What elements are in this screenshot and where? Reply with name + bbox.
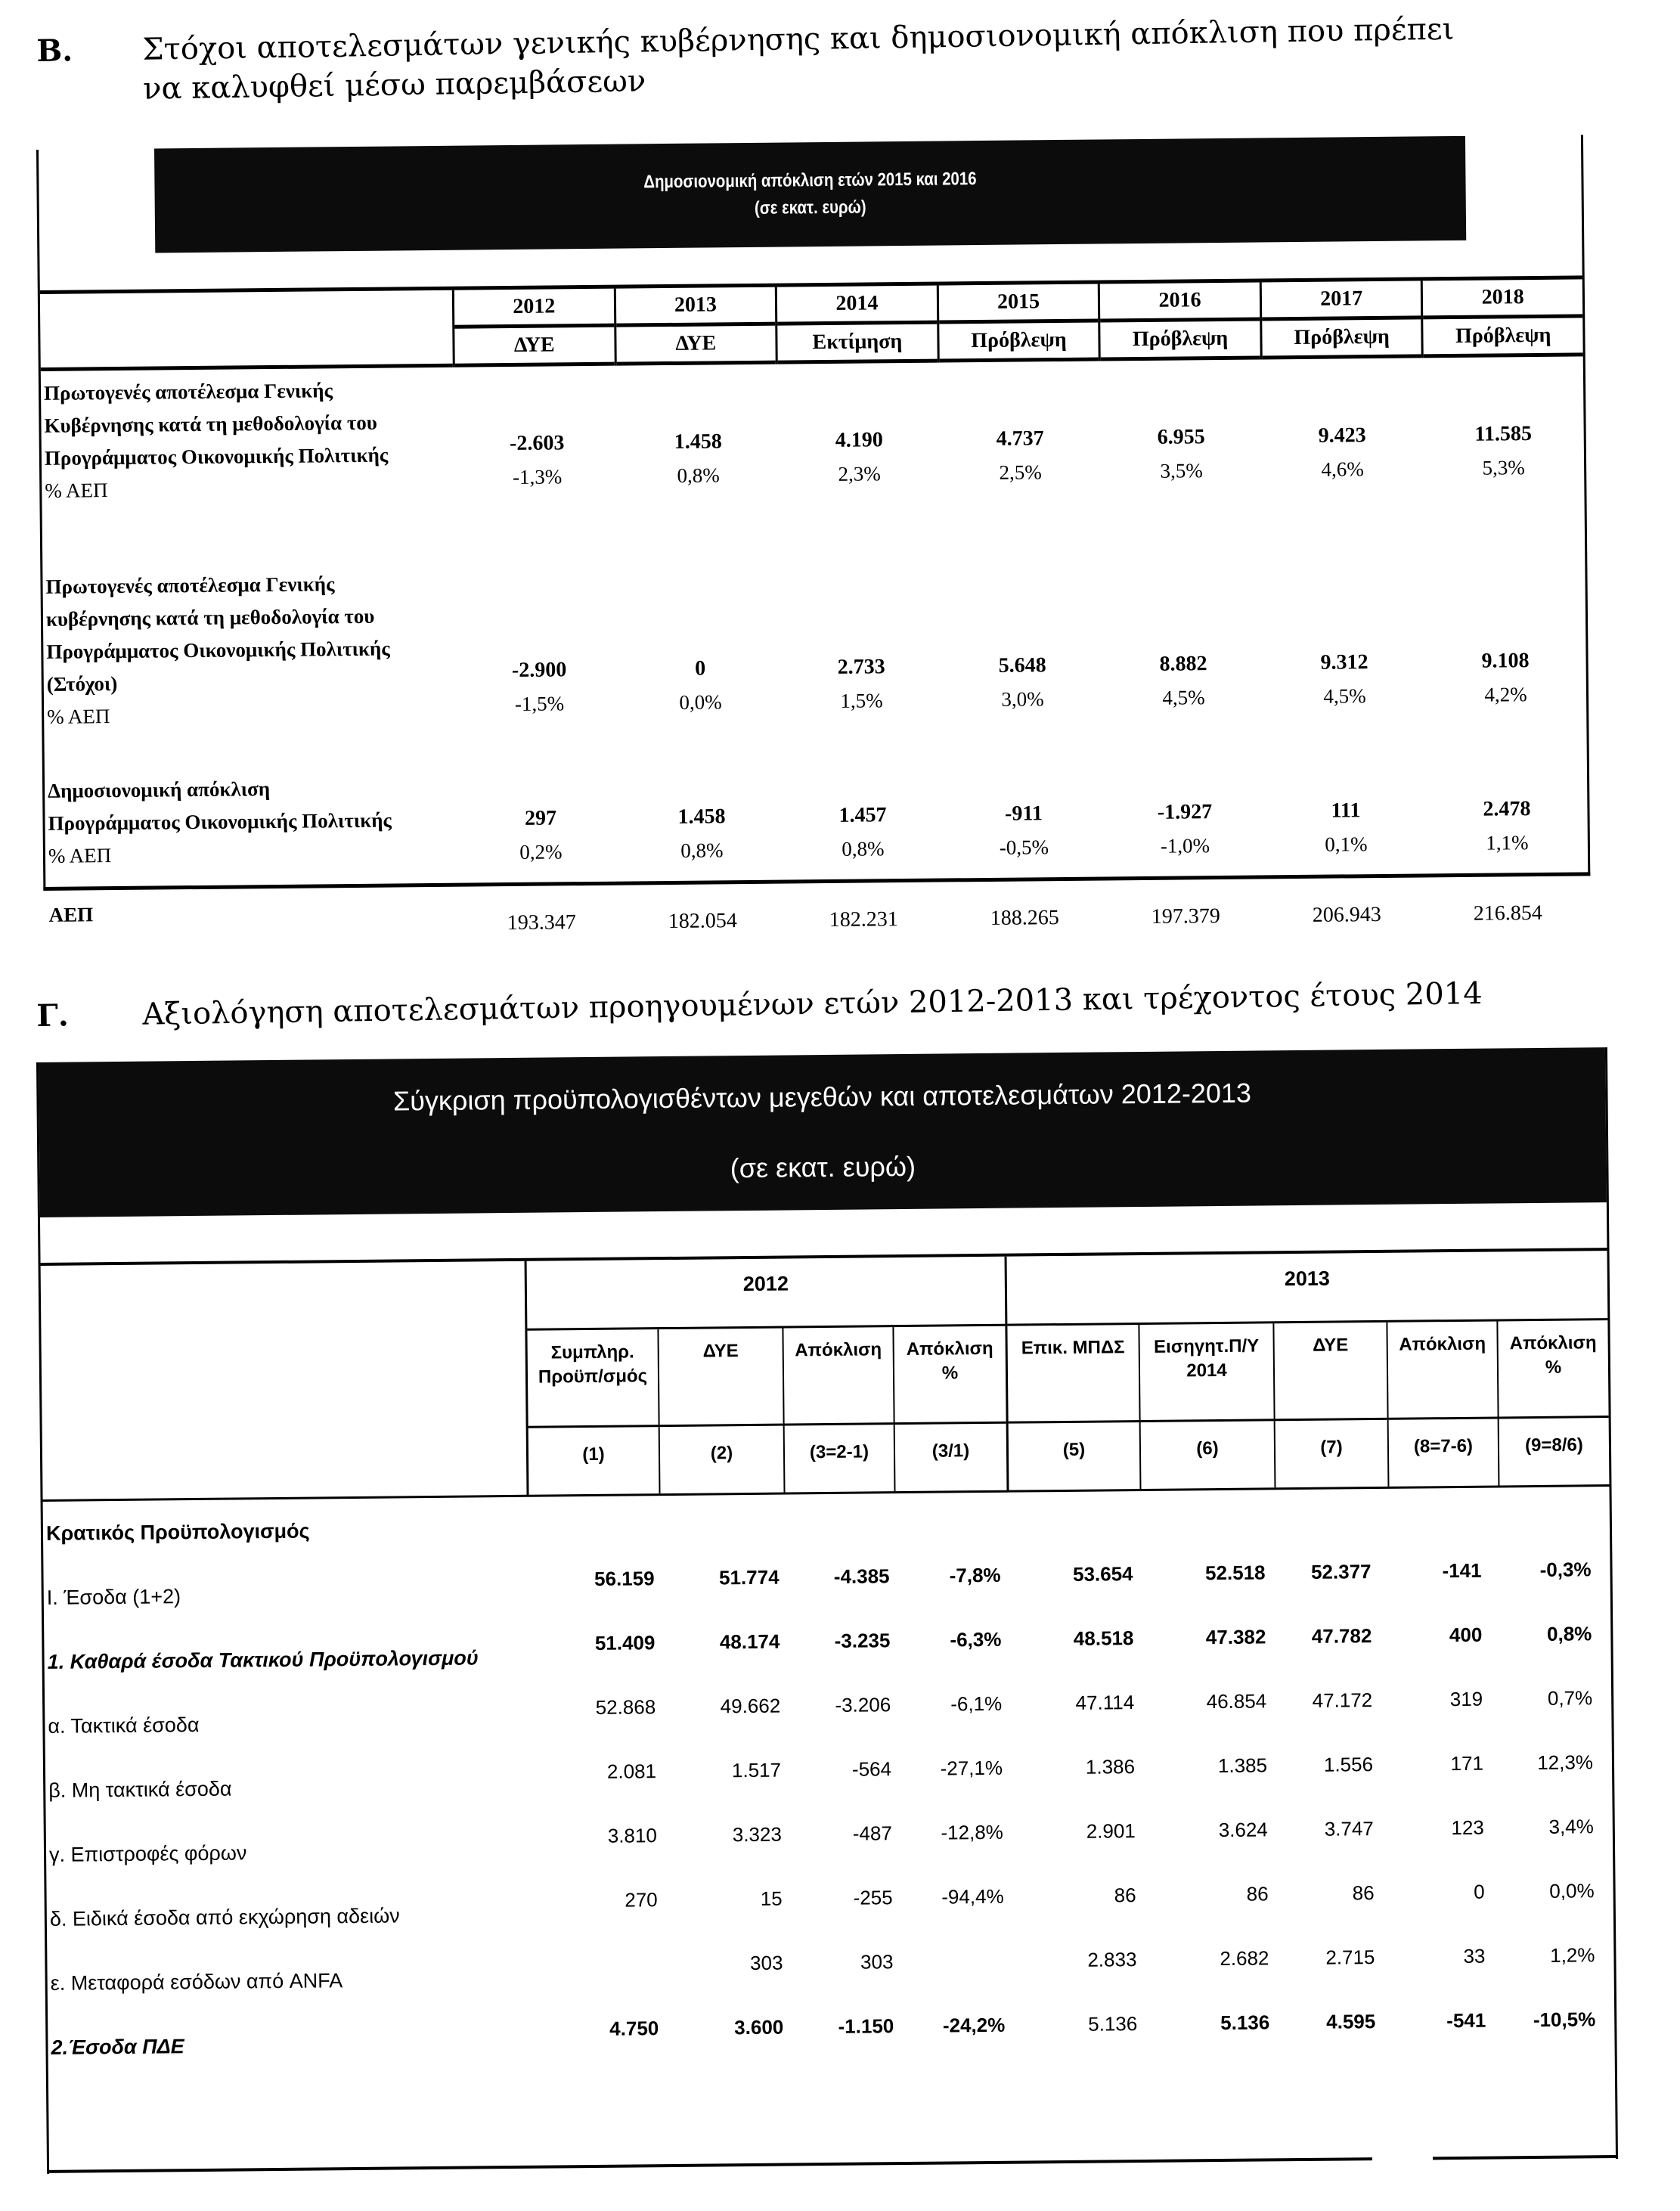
- year-label: 2013: [615, 287, 775, 327]
- row-label: 2.Έσοδα ΠΔΕ: [51, 2035, 184, 2059]
- value-cell: [939, 367, 1102, 490]
- cell: 86: [1352, 1881, 1375, 1905]
- row-pct-label: % ΑΕΠ: [45, 479, 108, 502]
- cell: 1.517: [731, 1758, 782, 1782]
- row-values: [457, 556, 1586, 742]
- pct-value: 2,3%: [838, 462, 881, 485]
- formula-row: [1009, 1418, 1610, 1493]
- year-label: 2012: [454, 289, 614, 329]
- pct-value: 2,5%: [999, 460, 1042, 484]
- row-values: [460, 760, 1588, 884]
- pct-value: 4,5%: [1323, 684, 1366, 708]
- pct-value: 1,1%: [1486, 831, 1529, 854]
- formula-cell: (2): [660, 1426, 786, 1494]
- pct-value: -0,5%: [999, 836, 1049, 859]
- table-header: [40, 279, 1583, 371]
- value-cell: [780, 563, 942, 718]
- table-row-group: [41, 356, 1585, 529]
- value: 4.190: [835, 428, 883, 452]
- value-cell: [1265, 761, 1427, 861]
- column-header: [452, 289, 615, 367]
- column-header: [1421, 279, 1583, 358]
- row-label-line: (Στόχοι): [46, 672, 118, 696]
- cell: [901, 1974, 1012, 1975]
- value-cell: [1261, 364, 1424, 486]
- row-label-line: Προγράμματος Οικονομικής Πολιτικής: [46, 637, 390, 663]
- pct-value: 0,0%: [679, 690, 722, 714]
- header-blank-cell: [40, 290, 453, 371]
- row-label: ΑΕΠ: [48, 903, 94, 926]
- value: 182.054: [668, 909, 737, 934]
- value-cell: [944, 888, 1105, 935]
- value-cell: [778, 369, 941, 492]
- value: 188.265: [990, 906, 1059, 930]
- type-label: Εκτίμηση: [777, 324, 937, 364]
- cell: 15: [760, 1887, 783, 1910]
- section-b-title-line2: να καλυφθεί μέσω παρεμβάσεων: [142, 64, 646, 107]
- pct-value: 4,2%: [1484, 683, 1527, 706]
- value: -2.900: [511, 658, 567, 682]
- value: 182.231: [829, 907, 898, 932]
- cell: 123: [1451, 1816, 1484, 1840]
- table-banner: [154, 136, 1466, 253]
- cell: -1.150: [838, 2014, 894, 2038]
- row-label: β. Μη τακτικά έσοδα: [48, 1777, 232, 1802]
- subheader-row: [527, 1326, 1006, 1428]
- pct-value: 4,5%: [1162, 686, 1205, 709]
- table-header: [41, 1251, 1610, 1502]
- subheader-cell: Απόκλιση %: [906, 1338, 993, 1384]
- formula-cell: (3=2-1): [785, 1425, 896, 1492]
- cell: -3.235: [834, 1629, 891, 1652]
- year-label: 2014: [777, 286, 937, 326]
- value: 6.955: [1157, 425, 1205, 449]
- pct-value: 0,8%: [842, 837, 885, 861]
- formula-row: [528, 1424, 1007, 1497]
- value-cell: [460, 894, 622, 941]
- cell: -141: [1442, 1558, 1482, 1583]
- year-label: 2016: [1100, 282, 1260, 322]
- cell: -255: [853, 1886, 893, 1909]
- pct-value: 0,8%: [680, 839, 724, 862]
- value: 2.478: [1483, 797, 1531, 821]
- banner-title: Δημοσιονομική απόκλιση ετών 2015 και 2016: [643, 169, 977, 193]
- section-b-heading: [36, 10, 1455, 110]
- banner-subtitle: (σε εκατ. ευρώ): [730, 1150, 916, 1183]
- value-cell: [1424, 556, 1586, 712]
- row-label-line: Προγράμματος Οικονομικής Πολιτικής: [48, 808, 392, 835]
- cell: -487: [852, 1822, 892, 1845]
- table-bottom-border: [49, 2157, 1372, 2173]
- row-values: [456, 362, 1585, 524]
- table-body: [43, 1487, 1615, 2061]
- cell: [535, 1977, 666, 1979]
- value: 9.423: [1318, 423, 1366, 448]
- fiscal-gap-table: [36, 135, 1590, 935]
- cell: 4.750: [609, 2017, 659, 2040]
- value-cell: [618, 564, 781, 720]
- value: 9.312: [1320, 650, 1368, 674]
- value-cell: [782, 767, 944, 867]
- formula-cell: (6): [1141, 1421, 1276, 1489]
- row-label: [45, 771, 460, 888]
- column-header: [775, 286, 938, 364]
- value: 9.108: [1481, 649, 1530, 673]
- subheader-cell: Συμπληρ. Προϋπ/σμός: [527, 1329, 659, 1426]
- value-cell: [460, 770, 621, 870]
- subheader-row: [1007, 1320, 1608, 1424]
- column-header: [1260, 281, 1422, 359]
- cell: 5.136: [1220, 2011, 1270, 2035]
- row-label: [41, 374, 457, 529]
- table-body: [41, 356, 1589, 944]
- formula-cell: (3/1): [931, 1440, 970, 1462]
- section-b-letter: Β.: [36, 33, 73, 69]
- cell: 171: [1450, 1751, 1484, 1775]
- value: 197.379: [1151, 904, 1220, 929]
- cell: 52.377: [1310, 1560, 1372, 1583]
- cell: 2.833: [1087, 1948, 1137, 1971]
- cell: 0,7%: [1547, 1686, 1593, 1710]
- subheader-cell: ΔΥΕ: [1274, 1323, 1388, 1419]
- value-cell: [1100, 365, 1263, 488]
- row-label: Κρατικός Προϋπολογισμός: [45, 1519, 310, 1545]
- year-label: 2017: [1262, 281, 1421, 321]
- type-label: ΔΥΕ: [616, 326, 776, 366]
- pct-value: 1,5%: [840, 689, 883, 712]
- cell: -12,8%: [941, 1820, 1003, 1844]
- cell: 3.747: [1324, 1817, 1374, 1840]
- cell: 2.682: [1220, 1946, 1269, 1971]
- row-label-line: Πρωτογενές αποτέλεσμα Γενικής: [43, 379, 333, 405]
- value-cell: [1427, 884, 1589, 931]
- cell: 48.174: [719, 1630, 780, 1654]
- formula-cell: (1): [528, 1427, 661, 1495]
- value-cell: [1102, 559, 1264, 715]
- value-cell: [783, 891, 944, 938]
- cell: 47.114: [1075, 1691, 1135, 1714]
- cell: -541: [1446, 2008, 1486, 2033]
- cell: 1.386: [1085, 1755, 1136, 1778]
- cell: -6,1%: [950, 1692, 1003, 1716]
- value: -2.603: [509, 431, 565, 456]
- row-label: α. Τακτικά έσοδα: [48, 1713, 200, 1738]
- pct-value: 0,1%: [1325, 833, 1368, 856]
- cell: 12,3%: [1537, 1751, 1594, 1774]
- cell: 4.595: [1326, 2010, 1376, 2033]
- cell: 3.810: [607, 1824, 657, 1847]
- row-label-line: κυβέρνησης κατά τη μεθοδολογία του: [45, 604, 375, 631]
- cell: 270: [625, 1888, 658, 1912]
- cell: 319: [1449, 1687, 1483, 1711]
- pct-value: 0,8%: [677, 464, 720, 487]
- cell: -24,2%: [942, 2013, 1006, 2037]
- table-row-group: [45, 731, 1589, 888]
- value: -1.927: [1157, 800, 1213, 824]
- year-label: 2012: [527, 1257, 1006, 1331]
- pct-value: 0,2%: [519, 840, 563, 864]
- value: 206.943: [1312, 902, 1381, 927]
- value: 111: [1331, 799, 1361, 823]
- cell: 86: [1114, 1884, 1136, 1907]
- value-cell: [621, 892, 783, 939]
- value: 0: [694, 656, 706, 681]
- pct-value: 5,3%: [1482, 456, 1525, 479]
- banner-title: Σύγκριση προϋπολογισθέντων μεγεθών και αποτελεσμάτων 2012-2013: [392, 1077, 1252, 1117]
- section-g-heading: [36, 974, 1483, 1036]
- formula-cell: (5): [1009, 1422, 1142, 1490]
- cell: 46.854: [1206, 1689, 1267, 1713]
- cell: -0,3%: [1539, 1558, 1592, 1581]
- cell: 52.868: [595, 1695, 656, 1719]
- cell: 0: [1474, 1880, 1485, 1903]
- section-g-letter: Γ.: [36, 997, 70, 1034]
- budget-comparison-table: [36, 1047, 1618, 2174]
- cell: 33: [1463, 1944, 1486, 1968]
- cell: 49.662: [720, 1694, 781, 1718]
- cell: -3.206: [835, 1693, 891, 1716]
- value-cell: [621, 768, 783, 868]
- value-cell: [943, 764, 1105, 864]
- cell: 1.556: [1323, 1753, 1374, 1776]
- cell: 1.385: [1217, 1754, 1268, 1778]
- cell: -94,4%: [941, 1884, 1004, 1909]
- cell: 3.600: [734, 2015, 784, 2039]
- cell: -564: [851, 1757, 892, 1781]
- value: 11.585: [1474, 422, 1533, 446]
- pct-value: -1,3%: [512, 465, 563, 488]
- subheader-cell: ΔΥΕ: [659, 1329, 784, 1425]
- cell: 47.782: [1311, 1624, 1372, 1648]
- value-cell: [1263, 557, 1425, 713]
- cell: 51.409: [594, 1631, 656, 1654]
- value-cell: [1266, 885, 1427, 932]
- column-header: [613, 287, 776, 366]
- cell: -4.385: [833, 1564, 890, 1588]
- table-banner: [39, 1047, 1607, 1217]
- cell: 47.382: [1205, 1625, 1266, 1649]
- subheader-cell: Εισηγητ.Π/Υ 2014: [1139, 1323, 1275, 1420]
- value-cell: [1426, 760, 1588, 860]
- cell: 86: [1246, 1882, 1269, 1906]
- value-cell: [617, 371, 780, 493]
- type-label: ΔΥΕ: [454, 327, 614, 367]
- type-label: Πρόβλεψη: [939, 323, 1099, 363]
- value: 1.457: [838, 803, 887, 827]
- subheader-cell: Απόκλιση: [783, 1327, 894, 1423]
- cell: 303: [860, 1950, 894, 1974]
- row-pct-label: % ΑΕΠ: [47, 705, 110, 728]
- value-cell: [457, 566, 620, 721]
- cell: 2.081: [606, 1760, 657, 1783]
- type-label: Πρόβλεψη: [1424, 318, 1583, 358]
- cell: 2.901: [1086, 1819, 1136, 1843]
- row-label-line: Δημοσιονομική απόκλιση: [47, 777, 271, 802]
- row-label-line: Προγράμματος Οικονομικής Πολιτικής: [44, 443, 389, 470]
- value: 8.882: [1159, 652, 1207, 676]
- cell: 0,0%: [1549, 1879, 1595, 1902]
- banner-subtitle: (σε εκατ. ευρώ): [754, 197, 866, 219]
- cell: 1,2%: [1550, 1943, 1595, 1967]
- year-group-2012: [525, 1257, 1007, 1497]
- cell: -27,1%: [940, 1756, 1003, 1780]
- cell: 5.136: [1088, 2012, 1138, 2036]
- value: 2.733: [837, 655, 885, 679]
- row-label: δ. Ειδικά έσοδα από εκχώρηση αδειών: [49, 1904, 400, 1930]
- cell: 48.518: [1073, 1626, 1134, 1650]
- pct-value: 3,0%: [1001, 687, 1044, 711]
- value: 5.648: [998, 653, 1046, 678]
- row-label: ε. Μεταφορά εσόδων από ANFA: [50, 1969, 343, 1995]
- cell: 400: [1449, 1623, 1483, 1647]
- cell: 303: [749, 1951, 783, 1974]
- column-header: [1098, 282, 1260, 361]
- cell: -7,8%: [949, 1563, 1001, 1587]
- table-row-group: [42, 513, 1587, 746]
- row-label: γ. Επιστροφές φόρων: [48, 1841, 247, 1866]
- row-label: [42, 567, 459, 746]
- cell: 52.518: [1204, 1561, 1266, 1585]
- value-cell: [456, 372, 618, 495]
- table-bottom-border: [1433, 2155, 1616, 2160]
- value: 1.458: [677, 805, 726, 829]
- cell: 51.774: [718, 1565, 780, 1589]
- row-pct-label: % ΑΕΠ: [48, 844, 112, 867]
- subheader-cell: Επικ. ΜΠΔΣ: [1007, 1325, 1140, 1422]
- cell: -6,3%: [950, 1627, 1002, 1651]
- row-values: [460, 884, 1589, 940]
- pct-value: 3,5%: [1160, 459, 1203, 482]
- value-cell: [1104, 763, 1266, 863]
- pct-value: -1,5%: [514, 692, 565, 715]
- formula-cell: (7): [1275, 1420, 1390, 1487]
- cell: 53.654: [1072, 1562, 1133, 1586]
- cell: 3.624: [1218, 1818, 1268, 1842]
- type-label: Πρόβλεψη: [1262, 319, 1421, 359]
- value: 297: [524, 806, 557, 830]
- column-header: [937, 284, 1099, 363]
- value: 193.347: [507, 910, 576, 935]
- pct-value: 4,6%: [1321, 457, 1364, 481]
- cell: 3.323: [732, 1822, 782, 1847]
- cell: -10,5%: [1533, 2008, 1596, 2032]
- value: 216.854: [1473, 901, 1542, 926]
- value: 1.458: [674, 429, 722, 454]
- cell: 47.172: [1312, 1688, 1373, 1712]
- value-cell: [941, 560, 1103, 716]
- subheader-cell: Απόκλιση: [1387, 1321, 1499, 1417]
- year-group-2013: [1005, 1251, 1610, 1493]
- section-g-title: Αξιολόγηση αποτελεσμάτων προηγουμένων ετών 2012-2013 και τρέχοντος έτους 2014: [142, 975, 1483, 1032]
- section-b-title-line1: Στόχοι αποτελεσμάτων γενικής κυβέρνησης και δημοσιονομική απόκλιση που πρέπει: [142, 11, 1455, 67]
- row-label-line: Κυβέρνησης κατά τη μεθοδολογία του: [44, 411, 377, 437]
- year-label: 2018: [1423, 279, 1582, 319]
- formula-cell: (9=8/6): [1524, 1434, 1583, 1456]
- value: -911: [1004, 802, 1043, 826]
- row-label: Ι. Έσοδα (1+2): [46, 1585, 181, 1609]
- value-cell: [1105, 887, 1266, 934]
- cell: 56.159: [594, 1567, 655, 1590]
- type-label: Πρόβλεψη: [1101, 321, 1260, 361]
- value: 4.737: [996, 426, 1044, 451]
- year-label: 2015: [939, 284, 1099, 324]
- cell: 0,8%: [1546, 1622, 1592, 1645]
- formula-cell: (8=7-6): [1389, 1419, 1500, 1486]
- subheader-cell: Απόκλιση %: [1509, 1332, 1597, 1378]
- cell: 3,4%: [1548, 1815, 1594, 1838]
- row-label-line: Πρωτογενές αποτέλεσμα Γενικής: [45, 572, 335, 598]
- header-blank-cell: [41, 1261, 527, 1502]
- pct-value: -1,0%: [1160, 834, 1210, 857]
- cell: 2.715: [1325, 1946, 1375, 1969]
- year-label: 2013: [1007, 1251, 1608, 1326]
- row-label: 1. Καθαρά έσοδα Τακτικού Προϋπολογισμού: [47, 1646, 479, 1673]
- value-cell: [1422, 362, 1585, 485]
